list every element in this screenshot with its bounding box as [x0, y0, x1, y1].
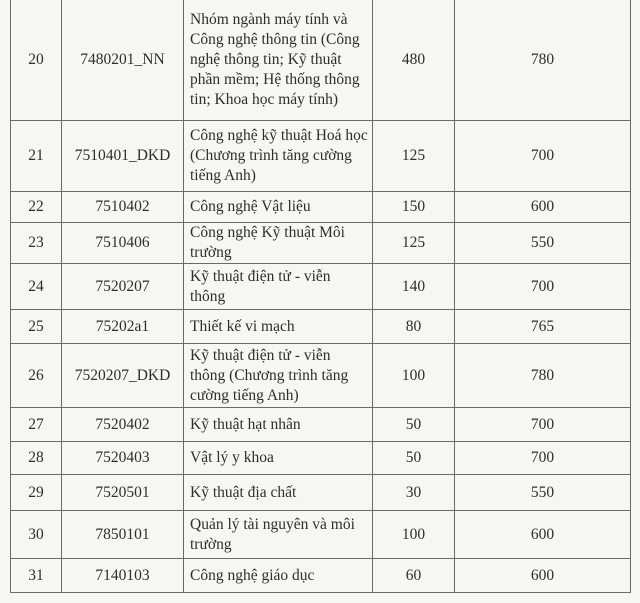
- min-score: 765: [455, 310, 631, 344]
- quota: 30: [373, 475, 455, 511]
- row-number: 29: [11, 475, 62, 511]
- major-code: 7520402: [62, 408, 184, 442]
- major-name: Vật lý y khoa: [184, 442, 373, 475]
- table-row: [11, 344, 631, 408]
- quota: 50: [373, 442, 455, 475]
- row-number: 24: [11, 264, 62, 310]
- table-row: [11, 475, 631, 511]
- major-code: 7140103: [62, 559, 184, 593]
- major-code: 7520207: [62, 264, 184, 310]
- table-row: [11, 223, 631, 264]
- major-name: Kỹ thuật hạt nhân: [184, 408, 373, 442]
- major-name: Công nghệ giáo dục: [184, 559, 373, 593]
- table-row: [11, 0, 631, 121]
- major-code: 7510402: [62, 192, 184, 223]
- quota: 100: [373, 511, 455, 559]
- major-name: Công nghệ kỹ thuật Hoá học (Chương trình tăng cường tiếng Anh): [184, 121, 373, 192]
- major-name: Nhóm ngành máy tính và Công nghệ thông tin (Công nghệ thông tin; Kỹ thuật phần mềm; Hệ thống thông tin; Khoa học máy tính): [184, 0, 373, 121]
- major-name: Công nghệ Vật liệu: [184, 192, 373, 223]
- min-score: 700: [455, 264, 631, 310]
- major-name: Công nghệ Kỹ thuật Môi trường: [184, 223, 373, 264]
- quota: 80: [373, 310, 455, 344]
- row-number: 28: [11, 442, 62, 475]
- row-number: 20: [11, 0, 62, 121]
- quota: 100: [373, 344, 455, 408]
- row-number: 25: [11, 310, 62, 344]
- table-row: [11, 511, 631, 559]
- major-name: Kỹ thuật điện tử - viễn thông (Chương trình tăng cường tiếng Anh): [184, 344, 373, 408]
- row-number: 23: [11, 223, 62, 264]
- quota: 140: [373, 264, 455, 310]
- quota: 480: [373, 0, 455, 121]
- min-score: 600: [455, 511, 631, 559]
- quota: 60: [373, 559, 455, 593]
- table-row: [11, 192, 631, 223]
- quota: 50: [373, 408, 455, 442]
- major-code: 7510401_DKD: [62, 121, 184, 192]
- major-code: 7850101: [62, 511, 184, 559]
- table-row: [11, 442, 631, 475]
- row-number: 31: [11, 559, 62, 593]
- min-score: 700: [455, 408, 631, 442]
- major-code: 7510406: [62, 223, 184, 264]
- min-score: 600: [455, 559, 631, 593]
- table-row: [11, 559, 631, 593]
- table-row: [11, 121, 631, 192]
- table-row: [11, 408, 631, 442]
- major-code: 7480201_NN: [62, 0, 184, 121]
- major-name: Kỹ thuật điện tử - viễn thông: [184, 264, 373, 310]
- major-code: 7520207_DKD: [62, 344, 184, 408]
- min-score: 780: [455, 0, 631, 121]
- quota: 150: [373, 192, 455, 223]
- major-name: Thiết kế vi mạch: [184, 310, 373, 344]
- min-score: 600: [455, 192, 631, 223]
- min-score: 550: [455, 475, 631, 511]
- major-name: Kỹ thuật địa chất: [184, 475, 373, 511]
- row-number: 22: [11, 192, 62, 223]
- major-code: 7520501: [62, 475, 184, 511]
- quota: 125: [373, 223, 455, 264]
- row-number: 21: [11, 121, 62, 192]
- row-number: 27: [11, 408, 62, 442]
- row-number: 26: [11, 344, 62, 408]
- major-name: Quản lý tài nguyên và môi trường: [184, 511, 373, 559]
- table-row: [11, 310, 631, 344]
- table-row: [11, 264, 631, 310]
- quota: 125: [373, 121, 455, 192]
- min-score: 550: [455, 223, 631, 264]
- admissions-table: [10, 0, 631, 593]
- min-score: 700: [455, 442, 631, 475]
- min-score: 780: [455, 344, 631, 408]
- major-code: 7520403: [62, 442, 184, 475]
- row-number: 30: [11, 511, 62, 559]
- min-score: 700: [455, 121, 631, 192]
- major-code: 75202a1: [62, 310, 184, 344]
